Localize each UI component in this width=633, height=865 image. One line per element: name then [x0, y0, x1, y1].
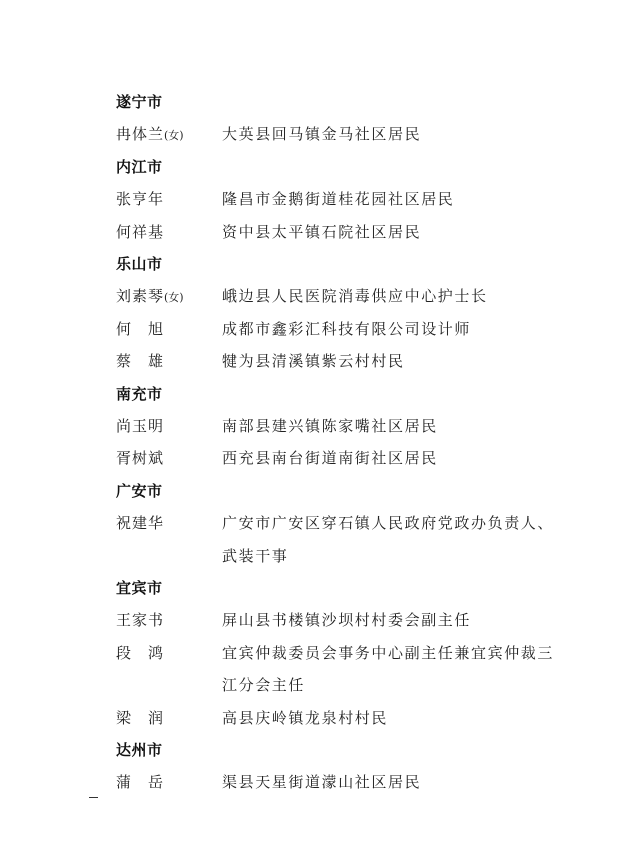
city-heading: 南充市 — [116, 384, 163, 403]
person-row — [116, 280, 576, 312]
person-name: 何祥基 — [116, 222, 165, 241]
person-description: 峨边县人民医院消毒供应中心护士长 — [222, 287, 488, 306]
person-row — [116, 345, 576, 377]
person-description: 犍为县清溪镇紫云村村民 — [222, 352, 405, 371]
person-name: 梁 润 — [116, 708, 165, 727]
person-name: 何 旭 — [116, 319, 165, 338]
person-row — [116, 766, 576, 798]
person-name: 冉体兰(女) — [116, 125, 184, 144]
person-description: 成都市鑫彩汇科技有限公司设计师 — [222, 319, 472, 338]
person-row — [116, 183, 576, 215]
person-description: 渠县天星街道濛山社区居民 — [222, 773, 422, 792]
person-row — [116, 313, 576, 345]
person-row — [116, 118, 576, 150]
city-heading: 乐山市 — [116, 255, 163, 273]
honoree-list — [116, 86, 576, 799]
city-heading: 遂宁市 — [116, 93, 163, 111]
person-row — [116, 442, 576, 474]
person-name: 胥树斌 — [116, 449, 165, 468]
person-row — [116, 216, 576, 248]
person-name: 蔡 雄 — [116, 352, 165, 371]
person-row — [116, 637, 576, 702]
person-row — [116, 410, 576, 442]
person-name: 段 鸿 — [116, 643, 165, 662]
person-name: 蒲 岳 — [116, 773, 165, 792]
city-heading: 达州市 — [116, 741, 163, 760]
person-description: 大英县回马镇金马社区居民 — [222, 125, 422, 144]
person-name: 尚玉明 — [116, 417, 165, 435]
gender-note: (女) — [164, 291, 184, 305]
person-description: 宜宾仲裁委员会事务中心副主任兼宜宾仲裁三江分会主任 — [222, 643, 555, 695]
person-description: 屏山县书楼镇沙坝村村委会副主任 — [222, 611, 472, 630]
person-description: 南部县建兴镇陈家嘴社区居民 — [222, 417, 438, 435]
person-row — [116, 702, 576, 734]
person-description: 西充县南台街道南街社区居民 — [222, 449, 438, 468]
person-name: 张亨年 — [116, 190, 165, 209]
person-description: 高县庆岭镇龙泉村村民 — [222, 708, 389, 727]
person-description: 资中县太平镇石院社区居民 — [222, 222, 422, 241]
person-description: 广安市广安区穿石镇人民政府党政办负责人、武装干事 — [222, 514, 555, 565]
person-row — [116, 507, 576, 572]
person-description: 隆昌市金鹅街道桂花园社区居民 — [222, 190, 455, 209]
person-name: 王家书 — [116, 611, 165, 630]
person-name: 刘素琴(女) — [116, 287, 184, 306]
gender-note: (女) — [164, 129, 184, 143]
person-name: 祝建华 — [116, 514, 165, 533]
footer-dash — [89, 797, 98, 798]
city-heading: 宜宾市 — [116, 579, 163, 598]
person-row — [116, 604, 576, 636]
city-heading: 内江市 — [116, 157, 163, 176]
city-heading: 广安市 — [116, 481, 163, 500]
